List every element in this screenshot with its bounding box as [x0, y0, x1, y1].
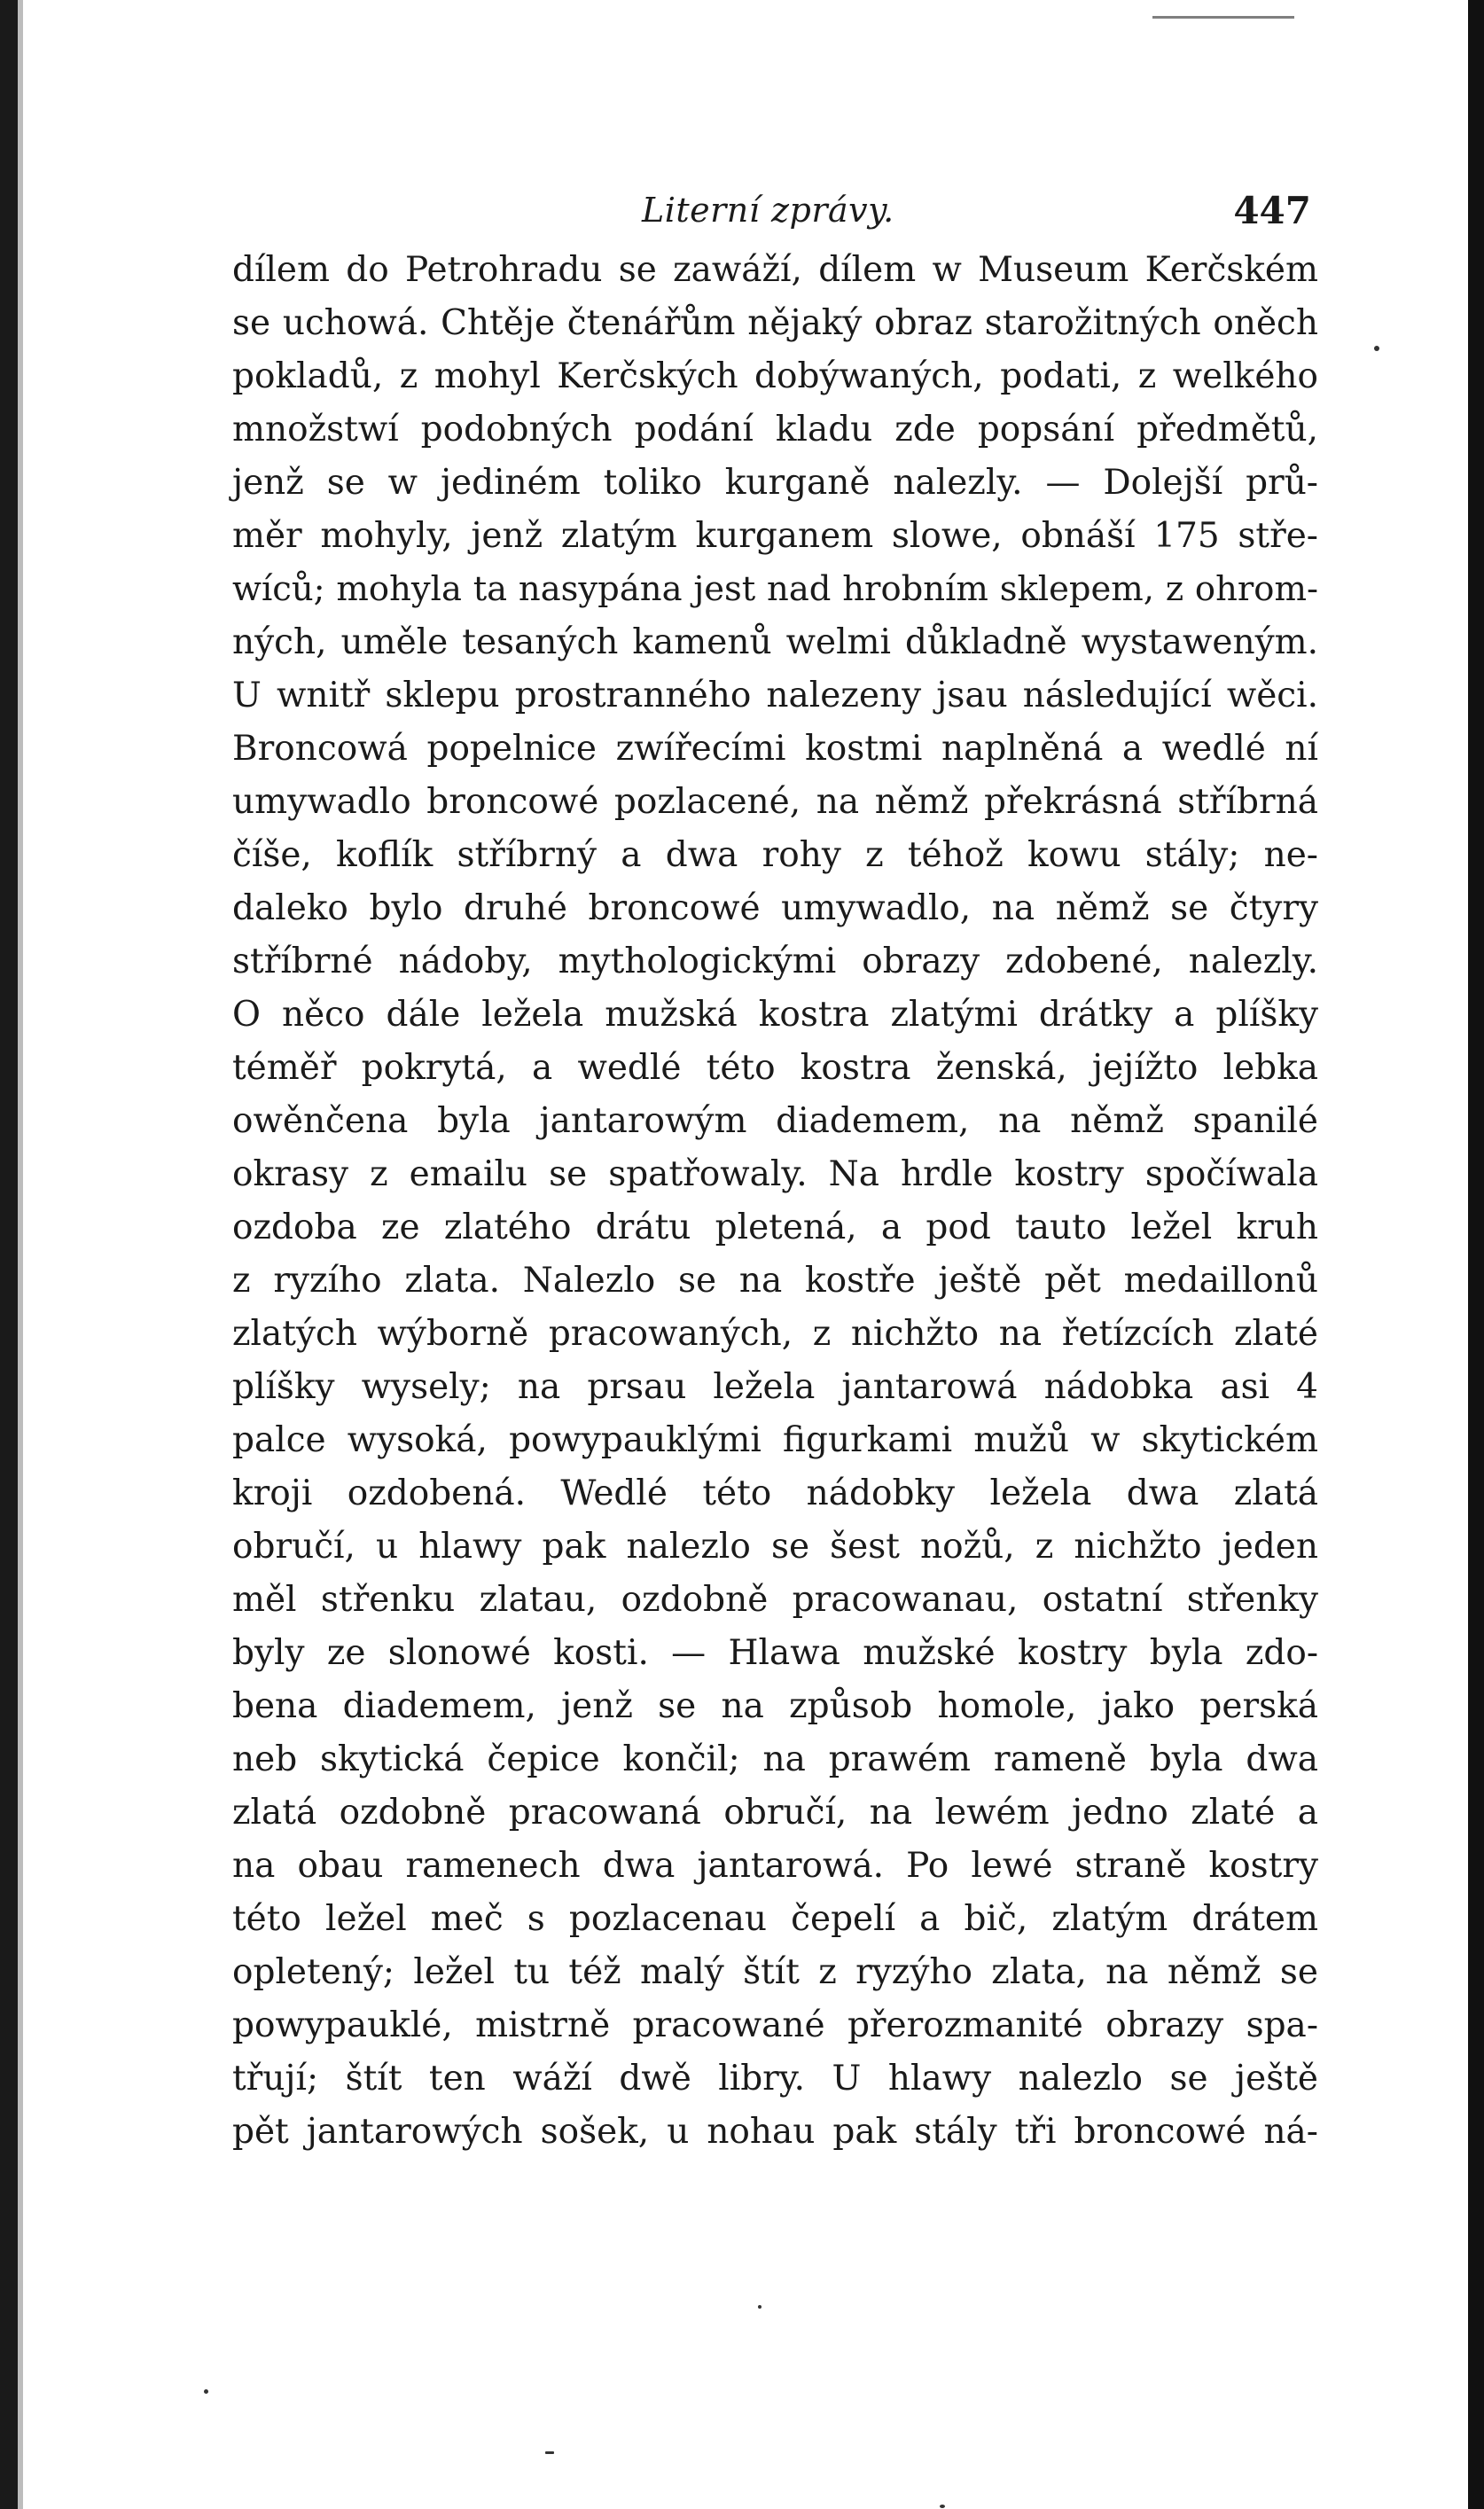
text-line: pokladů, z mohyl Kerčských dobýwaných, podati, z welkého [232, 356, 1318, 396]
text-line: okrasy z emailu se spatřowaly. Na hrdle kostry spočíwala [232, 1154, 1318, 1194]
right-page-edge [1468, 0, 1484, 2509]
text-line: stříbrné nádoby, mythologickými obrazy zdobené, nalezly. [232, 942, 1318, 981]
text-line: umywadlo broncowé pozlacené, na němž překrásná stříbrná [232, 782, 1318, 822]
body-paragraph [232, 244, 1318, 2159]
text-line: číše, koflík stříbrný a dwa rohy z téhož kowu stály; ne- [232, 835, 1318, 875]
text-line: zlatých wýborně pracowaných, z nichžto na řetízcích zlaté [232, 1314, 1318, 1354]
text-line: wíců; mohyla ta nasypána jest nad hrobním sklepem, z ohrom- [232, 569, 1318, 609]
speck [1374, 346, 1379, 351]
text-line: Broncowá popelnice zwířecími kostmi naplněná a wedlé ní [232, 729, 1318, 769]
text-line: O něco dále ležela mužská kostra zlatými drátky a plíšky [232, 995, 1318, 1035]
text-line: bena diademem, jenž se na způsob homole, jako perská [232, 1686, 1318, 1726]
text-line: opletený; ležel tu též malý štít z ryzýho zlata, na němž se [232, 1952, 1318, 1992]
left-binding-edge [0, 0, 18, 2509]
text-line: owěnčena byla jantarowým diademem, na němž spanilé [232, 1101, 1318, 1141]
running-title: Literní zprávy. [642, 191, 894, 230]
text-line: se uchowá. Chtěje čtenářům nějaký obraz starožitných oněch [232, 303, 1318, 343]
text-line: této ležel meč s pozlacenau čepelí a bič, zlatým drátem [232, 1899, 1318, 1939]
text-line: ozdoba ze zlatého drátu pletená, a pod tauto ležel kruh [232, 1208, 1318, 1247]
text-line: kroji ozdobená. Wedlé této nádobky ležela dwa zlatá [232, 1473, 1318, 1513]
text-line: množstwí podobných podání kladu zde popsání předmětů, [232, 410, 1318, 449]
speck [545, 2451, 554, 2454]
text-line: jenž se w jediném toliko kurganě nalezly. — Dolejší prů- [232, 463, 1318, 503]
text-line: měr mohyly, jenž zlatým kurganem slowe, obnáší 175 stře- [232, 516, 1318, 556]
text-line: třují; štít ten wáží dwě libry. U hlawy nalezlo se ještě [232, 2059, 1318, 2099]
text-line: byly ze slonowé kosti. — Hlawa mužské kostry byla zdo- [232, 1633, 1318, 1673]
text-line: měl střenku zlatau, ozdobně pracowanau, ostatní střenky [232, 1580, 1318, 1620]
text-line: daleko bylo druhé broncowé umywadlo, na němž se čtyry [232, 888, 1318, 928]
text-line: pět jantarowých sošek, u nohau pak stály tři broncowé ná- [232, 2112, 1318, 2152]
text-line: neb skytická čepice končil; na prawém rameně byla dwa [232, 1739, 1318, 1779]
text-line: dílem do Petrohradu se zawáží, dílem w Museum Kerčském [232, 250, 1318, 290]
text-line: U wnitř sklepu prostranného nalezeny jsau následující wěci. [232, 676, 1318, 715]
top-scan-mark [1152, 16, 1294, 19]
text-line: powypauklé, mistrně pracowané přerozmanité obrazy spa- [232, 2005, 1318, 2045]
text-line: palce wysoká, powypauklými figurkami mužů w skytickém [232, 1420, 1318, 1460]
page-number: 447 [1233, 189, 1311, 232]
text-line: téměř pokrytá, a wedlé této kostra ženská, jejížto lebka [232, 1048, 1318, 1088]
text-line: na obau ramenech dwa jantarowá. Po lewé straně kostry [232, 1846, 1318, 1886]
text-line: ných, uměle tesaných kamenů welmi důkladně wystaweným. [232, 622, 1318, 662]
text-line: zlatá ozdobně pracowaná obručí, na lewém jedno zlaté a [232, 1793, 1318, 1833]
left-binding-shadow [18, 0, 23, 2509]
speck [758, 2305, 762, 2309]
page-header [232, 182, 1318, 244]
text-line: plíšky wysely; na prsau ležela jantarowá nádobka asi 4 [232, 1367, 1318, 1407]
speck [204, 2389, 208, 2394]
text-line: z ryzího zlata. Nalezlo se na kostře ještě pět medaillonů [232, 1261, 1318, 1301]
text-line: obručí, u hlawy pak nalezlo se šest nožů, z nichžto jeden [232, 1527, 1318, 1567]
page-content [232, 182, 1318, 2159]
speck [940, 2505, 945, 2508]
